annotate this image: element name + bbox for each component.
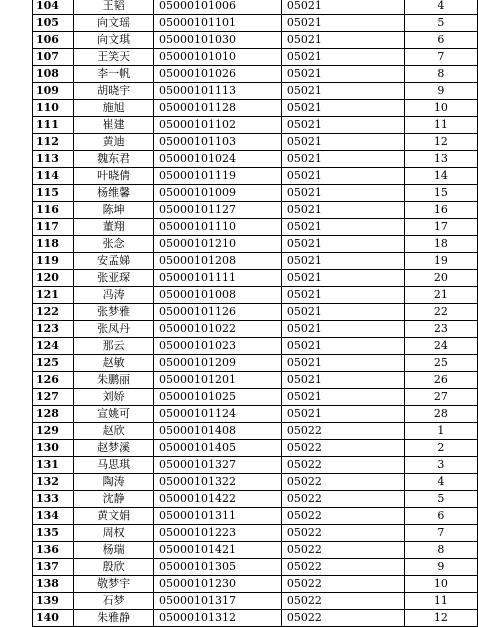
row-number-cell: 121	[33, 287, 74, 304]
table-row	[33, 559, 478, 576]
class-code-cell: 05022	[281, 593, 404, 610]
student-id-cell: 05000101312	[154, 610, 282, 627]
student-name-cell: 冯涛	[74, 287, 154, 304]
student-id-cell: 05000101201	[154, 372, 282, 389]
row-number-cell: 120	[33, 270, 74, 287]
student-name-cell: 杨维馨	[74, 185, 154, 202]
class-seat-number-cell: 5	[404, 491, 477, 508]
class-seat-number-cell: 28	[404, 406, 477, 423]
class-code-cell: 05022	[281, 576, 404, 593]
student-id-cell: 05000101008	[154, 287, 282, 304]
student-name-cell: 王韬	[74, 0, 154, 15]
class-code-cell: 05022	[281, 525, 404, 542]
student-id-cell: 05000101305	[154, 559, 282, 576]
class-seat-number-cell: 6	[404, 508, 477, 525]
table-row	[33, 49, 478, 66]
table-row	[33, 219, 478, 236]
row-number-cell: 134	[33, 508, 74, 525]
student-name-cell: 沈静	[74, 491, 154, 508]
row-number-cell: 112	[33, 134, 74, 151]
table-row	[33, 66, 478, 83]
student-id-cell: 05000101209	[154, 355, 282, 372]
row-number-cell: 108	[33, 66, 74, 83]
class-seat-number-cell: 22	[404, 304, 477, 321]
student-name-cell: 张凤丹	[74, 321, 154, 338]
class-code-cell: 05021	[281, 32, 404, 49]
student-id-cell: 05000101124	[154, 406, 282, 423]
class-seat-number-cell: 17	[404, 219, 477, 236]
table-row	[33, 253, 478, 270]
class-code-cell: 05021	[281, 355, 404, 372]
class-code-cell: 05022	[281, 610, 404, 627]
student-id-cell: 05000101127	[154, 202, 282, 219]
class-code-cell: 05022	[281, 559, 404, 576]
class-seat-number-cell: 8	[404, 66, 477, 83]
class-seat-number-cell: 23	[404, 321, 477, 338]
class-seat-number-cell: 6	[404, 32, 477, 49]
table-row	[33, 474, 478, 491]
row-number-cell: 132	[33, 474, 74, 491]
class-seat-number-cell: 25	[404, 355, 477, 372]
table-row	[33, 321, 478, 338]
row-number-cell: 115	[33, 185, 74, 202]
class-code-cell: 05021	[281, 321, 404, 338]
student-name-cell: 杨瑞	[74, 542, 154, 559]
table-row	[33, 457, 478, 474]
class-seat-number-cell: 11	[404, 593, 477, 610]
class-code-cell: 05021	[281, 219, 404, 236]
row-number-cell: 122	[33, 304, 74, 321]
class-seat-number-cell: 11	[404, 117, 477, 134]
table-row	[33, 287, 478, 304]
class-code-cell: 05022	[281, 457, 404, 474]
row-number-cell: 105	[33, 15, 74, 32]
class-code-cell: 05021	[281, 168, 404, 185]
table-row	[33, 15, 478, 32]
table-row	[33, 542, 478, 559]
row-number-cell: 137	[33, 559, 74, 576]
student-name-cell: 向文琪	[74, 32, 154, 49]
student-id-cell: 05000101126	[154, 304, 282, 321]
student-name-cell: 马思琪	[74, 457, 154, 474]
student-name-cell: 宣姚可	[74, 406, 154, 423]
row-number-cell: 140	[33, 610, 74, 627]
row-number-cell: 135	[33, 525, 74, 542]
class-code-cell: 05022	[281, 440, 404, 457]
student-id-cell: 05000101110	[154, 219, 282, 236]
class-seat-number-cell: 8	[404, 542, 477, 559]
student-name-cell: 胡晓宇	[74, 83, 154, 100]
class-seat-number-cell: 5	[404, 15, 477, 32]
class-seat-number-cell: 15	[404, 185, 477, 202]
student-id-cell: 05000101103	[154, 134, 282, 151]
class-code-cell: 05021	[281, 304, 404, 321]
student-name-cell: 安孟娣	[74, 253, 154, 270]
student-name-cell: 黄迪	[74, 134, 154, 151]
table-row	[33, 440, 478, 457]
student-name-cell: 朱鹏丽	[74, 372, 154, 389]
row-number-cell: 131	[33, 457, 74, 474]
table-row	[33, 151, 478, 168]
student-id-cell: 05000101026	[154, 66, 282, 83]
row-number-cell: 109	[33, 83, 74, 100]
class-code-cell: 05021	[281, 117, 404, 134]
student-name-cell: 殷欣	[74, 559, 154, 576]
class-seat-number-cell: 12	[404, 610, 477, 627]
student-name-cell: 黄文娟	[74, 508, 154, 525]
row-number-cell: 119	[33, 253, 74, 270]
student-id-cell: 05000101208	[154, 253, 282, 270]
student-name-cell: 施旭	[74, 100, 154, 117]
student-name-cell: 张梦雅	[74, 304, 154, 321]
table-row	[33, 610, 478, 627]
student-id-cell: 05000101111	[154, 270, 282, 287]
class-seat-number-cell: 7	[404, 49, 477, 66]
class-code-cell: 05021	[281, 389, 404, 406]
student-id-cell: 05000101317	[154, 593, 282, 610]
row-number-cell: 125	[33, 355, 74, 372]
class-code-cell: 05021	[281, 253, 404, 270]
table-row	[33, 508, 478, 525]
table-row	[33, 0, 478, 15]
class-code-cell: 05021	[281, 270, 404, 287]
class-seat-number-cell: 18	[404, 236, 477, 253]
class-code-cell: 05022	[281, 508, 404, 525]
row-number-cell: 104	[33, 0, 74, 15]
row-number-cell: 124	[33, 338, 74, 355]
table-row	[33, 338, 478, 355]
class-seat-number-cell: 1	[404, 423, 477, 440]
student-name-cell: 那云	[74, 338, 154, 355]
student-name-cell: 赵敏	[74, 355, 154, 372]
student-name-cell: 张亚琛	[74, 270, 154, 287]
class-code-cell: 05021	[281, 202, 404, 219]
student-id-cell: 05000101322	[154, 474, 282, 491]
table-row	[33, 270, 478, 287]
student-name-cell: 叶晓倩	[74, 168, 154, 185]
roster-rows	[33, 0, 478, 627]
student-id-cell: 05000101022	[154, 321, 282, 338]
student-id-cell: 05000101023	[154, 338, 282, 355]
table-row	[33, 100, 478, 117]
table-row	[33, 355, 478, 372]
student-id-cell: 05000101113	[154, 83, 282, 100]
table-row	[33, 185, 478, 202]
student-name-cell: 石梦	[74, 593, 154, 610]
class-code-cell: 05022	[281, 423, 404, 440]
class-seat-number-cell: 14	[404, 168, 477, 185]
row-number-cell: 130	[33, 440, 74, 457]
class-code-cell: 05021	[281, 0, 404, 15]
class-seat-number-cell: 12	[404, 134, 477, 151]
row-number-cell: 136	[33, 542, 74, 559]
row-number-cell: 118	[33, 236, 74, 253]
class-seat-number-cell: 24	[404, 338, 477, 355]
class-code-cell: 05021	[281, 134, 404, 151]
student-name-cell: 赵梦溪	[74, 440, 154, 457]
student-name-cell: 李一帆	[74, 66, 154, 83]
student-id-cell: 05000101128	[154, 100, 282, 117]
student-name-cell: 向文瑶	[74, 15, 154, 32]
row-number-cell: 139	[33, 593, 74, 610]
class-seat-number-cell: 9	[404, 83, 477, 100]
student-name-cell: 张念	[74, 236, 154, 253]
table-row	[33, 525, 478, 542]
student-name-cell: 周权	[74, 525, 154, 542]
row-number-cell: 106	[33, 32, 74, 49]
student-name-cell: 魏东君	[74, 151, 154, 168]
table-row	[33, 117, 478, 134]
class-code-cell: 05021	[281, 83, 404, 100]
table-row	[33, 168, 478, 185]
class-seat-number-cell: 16	[404, 202, 477, 219]
class-seat-number-cell: 13	[404, 151, 477, 168]
student-id-cell: 05000101421	[154, 542, 282, 559]
table-row	[33, 32, 478, 49]
row-number-cell: 126	[33, 372, 74, 389]
class-seat-number-cell: 26	[404, 372, 477, 389]
student-name-cell: 刘娇	[74, 389, 154, 406]
row-number-cell: 127	[33, 389, 74, 406]
student-id-cell: 05000101010	[154, 49, 282, 66]
class-seat-number-cell: 4	[404, 0, 477, 15]
class-code-cell: 05021	[281, 15, 404, 32]
row-number-cell: 128	[33, 406, 74, 423]
row-number-cell: 116	[33, 202, 74, 219]
row-number-cell: 111	[33, 117, 74, 134]
student-id-cell: 05000101119	[154, 168, 282, 185]
student-id-cell: 05000101408	[154, 423, 282, 440]
class-code-cell: 05022	[281, 542, 404, 559]
student-id-cell: 05000101030	[154, 32, 282, 49]
student-name-cell: 敬梦宇	[74, 576, 154, 593]
student-id-cell: 05000101210	[154, 236, 282, 253]
student-name-cell: 董翔	[74, 219, 154, 236]
student-name-cell: 陶涛	[74, 474, 154, 491]
class-seat-number-cell: 20	[404, 270, 477, 287]
table-row	[33, 202, 478, 219]
row-number-cell: 129	[33, 423, 74, 440]
class-code-cell: 05021	[281, 100, 404, 117]
table-row	[33, 423, 478, 440]
student-id-cell: 05000101006	[154, 0, 282, 15]
student-id-cell: 05000101024	[154, 151, 282, 168]
student-roster-table	[32, 0, 478, 627]
student-name-cell: 王笑天	[74, 49, 154, 66]
table-row	[33, 491, 478, 508]
class-code-cell: 05021	[281, 287, 404, 304]
class-code-cell: 05021	[281, 236, 404, 253]
class-seat-number-cell: 21	[404, 287, 477, 304]
class-seat-number-cell: 27	[404, 389, 477, 406]
table-row	[33, 593, 478, 610]
class-seat-number-cell: 10	[404, 100, 477, 117]
row-number-cell: 110	[33, 100, 74, 117]
class-seat-number-cell: 2	[404, 440, 477, 457]
student-name-cell: 朱雅静	[74, 610, 154, 627]
row-number-cell: 113	[33, 151, 74, 168]
student-id-cell: 05000101230	[154, 576, 282, 593]
class-seat-number-cell: 4	[404, 474, 477, 491]
class-code-cell: 05021	[281, 151, 404, 168]
row-number-cell: 117	[33, 219, 74, 236]
row-number-cell: 123	[33, 321, 74, 338]
table-row	[33, 372, 478, 389]
student-id-cell: 05000101009	[154, 185, 282, 202]
table-row	[33, 389, 478, 406]
row-number-cell: 138	[33, 576, 74, 593]
class-code-cell: 05021	[281, 406, 404, 423]
table-row	[33, 576, 478, 593]
table-row	[33, 236, 478, 253]
row-number-cell: 114	[33, 168, 74, 185]
row-number-cell: 133	[33, 491, 74, 508]
class-code-cell: 05021	[281, 372, 404, 389]
class-code-cell: 05021	[281, 49, 404, 66]
class-code-cell: 05021	[281, 66, 404, 83]
class-code-cell: 05022	[281, 491, 404, 508]
student-id-cell: 05000101327	[154, 457, 282, 474]
class-code-cell: 05022	[281, 474, 404, 491]
student-id-cell: 05000101102	[154, 117, 282, 134]
class-code-cell: 05021	[281, 185, 404, 202]
row-number-cell: 107	[33, 49, 74, 66]
table-row	[33, 304, 478, 321]
student-id-cell: 05000101405	[154, 440, 282, 457]
class-seat-number-cell: 3	[404, 457, 477, 474]
student-id-cell: 05000101025	[154, 389, 282, 406]
table-row	[33, 134, 478, 151]
student-name-cell: 赵欣	[74, 423, 154, 440]
class-code-cell: 05021	[281, 338, 404, 355]
class-seat-number-cell: 10	[404, 576, 477, 593]
student-name-cell: 崔建	[74, 117, 154, 134]
table-row	[33, 83, 478, 100]
student-id-cell: 05000101311	[154, 508, 282, 525]
student-name-cell: 陈坤	[74, 202, 154, 219]
class-seat-number-cell: 7	[404, 525, 477, 542]
table-row	[33, 406, 478, 423]
student-id-cell: 05000101422	[154, 491, 282, 508]
student-id-cell: 05000101101	[154, 15, 282, 32]
class-seat-number-cell: 19	[404, 253, 477, 270]
student-id-cell: 05000101223	[154, 525, 282, 542]
class-seat-number-cell: 9	[404, 559, 477, 576]
